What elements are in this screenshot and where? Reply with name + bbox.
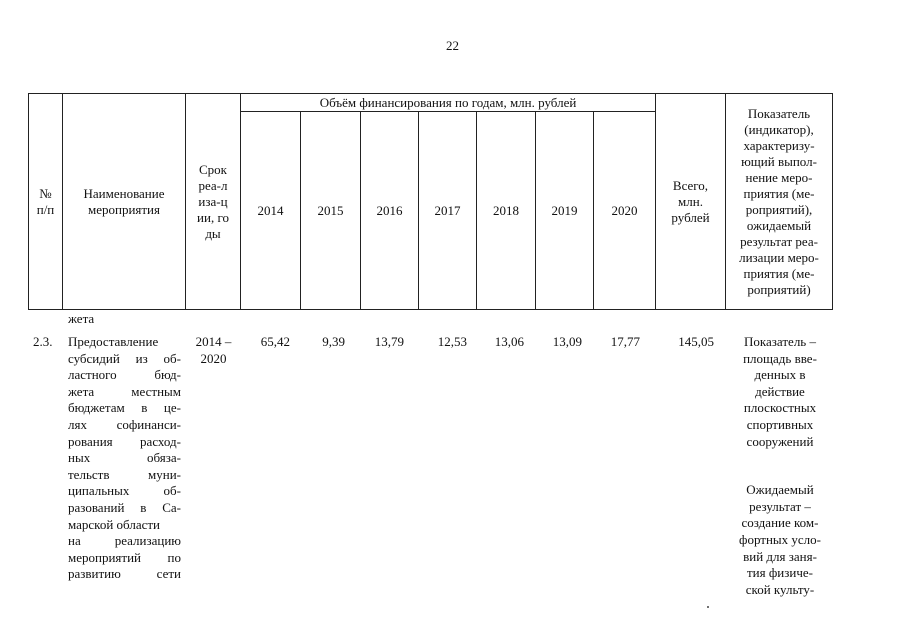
value-2014: 65,42: [260, 334, 290, 349]
header-number: № п/п: [29, 94, 63, 310]
event-name-line: ных обяза-: [68, 450, 181, 466]
indicator-line: плоскостных: [743, 400, 817, 416]
event-name-line: Предоставление: [68, 334, 159, 349]
event-name-line: рования расход-: [68, 433, 181, 449]
event-name-line: разований в Са-: [68, 499, 181, 515]
header-year: 2017: [419, 112, 477, 310]
indicator-line: ской культу-: [745, 581, 815, 597]
value-2015: 9,39: [322, 334, 345, 349]
header-funding-title: Объём финансирования по годам, млн. рублей: [241, 94, 656, 112]
event-name-line: ластного бюд-: [68, 367, 181, 383]
indicator-line: денных в: [754, 367, 806, 383]
header-year: 2019: [536, 112, 594, 310]
event-name-line: бюджетам в це-: [68, 400, 181, 416]
event-name-line: жета местным: [68, 383, 181, 399]
header-year: 2015: [301, 112, 361, 310]
indicator-line: спортивных: [746, 416, 814, 432]
header-event-name: Наименование мероприятия: [63, 94, 186, 310]
event-name-line: мероприятий по: [68, 549, 181, 565]
row-number: 2.3.: [33, 334, 53, 349]
indicator-line: Ожидаемый: [746, 482, 814, 498]
header-period: Срок реа-лиза-ции, годы: [186, 94, 241, 310]
page-number: 22: [446, 38, 459, 53]
indicator-line: фортных усло-: [739, 531, 821, 547]
event-name-line: тельств муни-: [68, 466, 181, 482]
event-name-line: марской области: [68, 516, 160, 532]
indicator-line: площадь вве-: [743, 350, 817, 366]
indicator-line: тия физиче-: [747, 565, 813, 581]
event-name-line: на реализацию: [68, 533, 181, 549]
scan-speck: [707, 606, 709, 608]
value-2016: 13,79: [374, 334, 404, 349]
header-year: 2018: [477, 112, 536, 310]
header-indicator: Показатель (индикатор), характеризу-ющий выпол-нение меро-приятия (ме-роприятий), ожидаемый результат реа-лизации меро-приятия (ме-роприятий): [726, 94, 833, 310]
value-total: 145,05: [678, 334, 714, 349]
indicator-line: результат –: [749, 498, 811, 514]
indicator-line: вий для заня-: [743, 548, 817, 564]
value-2018: 13,06: [494, 334, 524, 349]
indicator-line: сооружений: [746, 433, 814, 449]
event-name: [68, 334, 181, 583]
event-name-line: развитию сети: [68, 566, 181, 582]
value-2020: 17,77: [610, 334, 640, 349]
header-total: Всего, млн. рублей: [656, 94, 726, 310]
table-header: [28, 93, 833, 310]
event-name-line: субсидий из об-: [68, 350, 181, 366]
value-2019: 13,09: [552, 334, 582, 349]
header-year: 2014: [241, 112, 301, 310]
indicator-line: Показатель –: [744, 334, 816, 349]
header-year: 2016: [361, 112, 419, 310]
row-period: 2014 – 2020: [195, 334, 232, 366]
indicator-line: создание ком-: [741, 515, 819, 531]
indicator-line: действие: [755, 383, 805, 399]
event-name-line: лях софинанси-: [68, 416, 181, 432]
row-indicator: [730, 334, 830, 598]
value-2017: 12,53: [437, 334, 467, 349]
header-year: 2020: [594, 112, 656, 310]
event-name-line: ципальных об-: [68, 483, 181, 499]
continued-text: жета: [68, 311, 95, 326]
